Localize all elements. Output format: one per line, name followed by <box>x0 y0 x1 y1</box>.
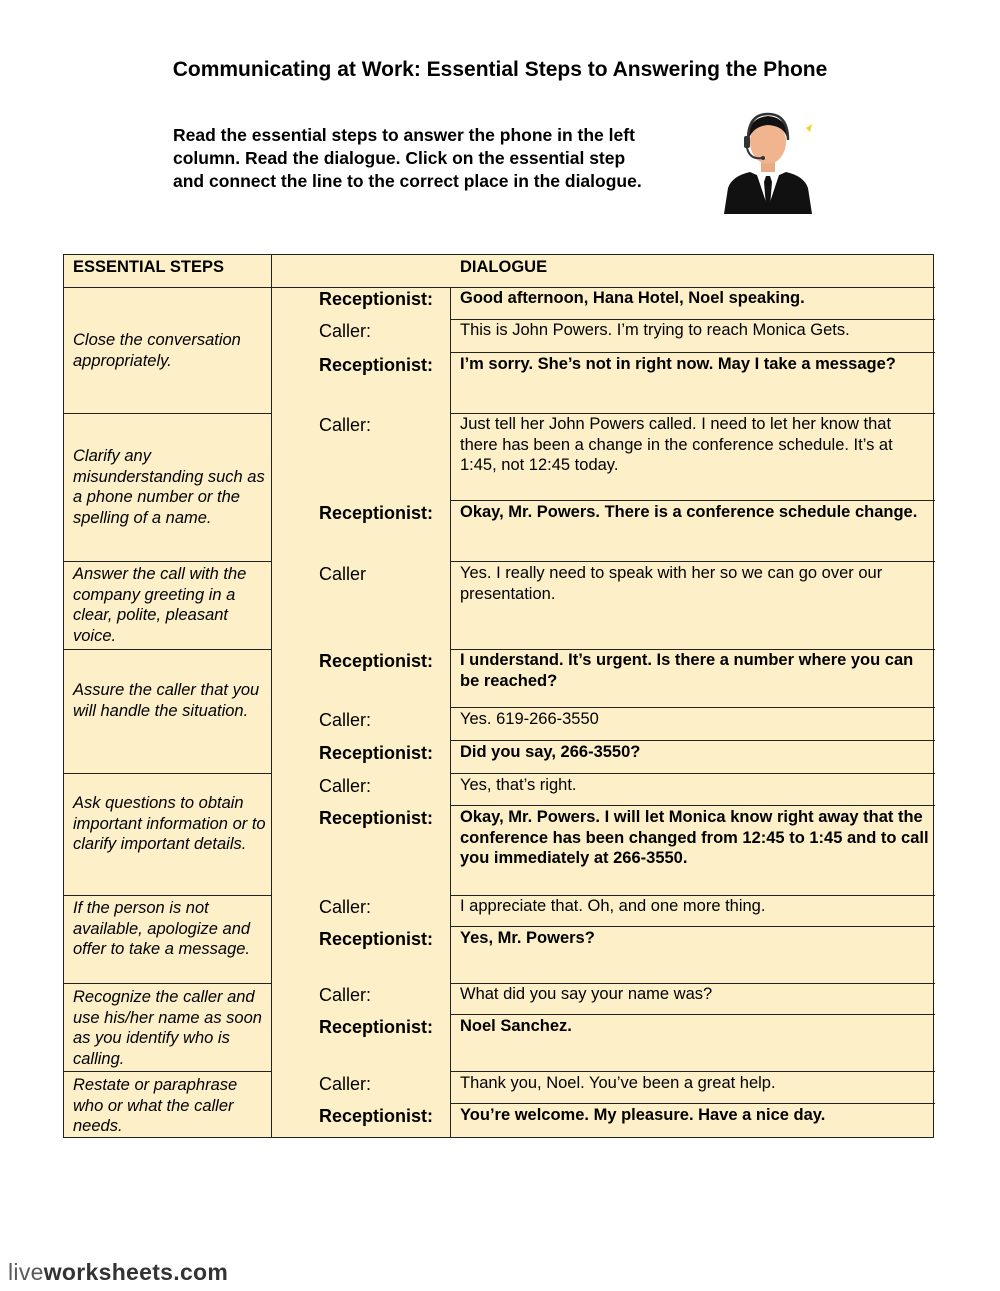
dialogue-line[interactable]: Good afternoon, Hana Hotel, Noel speaking. <box>460 289 805 307</box>
dialogue-line[interactable]: I understand. It’s urgent. Is there a number where you can be reached? <box>460 651 914 690</box>
dialogue-speaker: Receptionist: <box>319 355 434 375</box>
logo-brand: worksheets.com <box>43 1259 229 1285</box>
dialogue-speaker: Caller: <box>319 1074 372 1094</box>
dialogue-line[interactable]: This is John Powers. I’m trying to reach Monica Gets. <box>460 321 850 339</box>
header-essential-steps: ESSENTIAL STEPS <box>73 258 224 276</box>
instructions <box>173 124 713 193</box>
row-divider <box>450 926 935 927</box>
dialogue-speaker: Receptionist: <box>319 651 434 671</box>
dialogue-line[interactable]: What did you say your name was? <box>460 985 713 1003</box>
essential-step[interactable]: Recognize the caller and use his/her name as soon as you identify who is calling. <box>73 988 262 1068</box>
dialogue-speaker: Caller: <box>319 985 372 1005</box>
dialogue-line[interactable]: Yes, that’s right. <box>460 776 577 794</box>
dialogue-speaker: Receptionist: <box>319 1017 434 1037</box>
logo-prefix: live <box>8 1259 44 1285</box>
dialogue-speaker: Caller: <box>319 776 372 796</box>
row-divider <box>64 983 271 984</box>
column-divider <box>450 288 451 1137</box>
dialogue-speaker: Receptionist: <box>319 743 434 763</box>
row-divider <box>450 1103 935 1104</box>
row-divider <box>450 561 935 562</box>
dialogue-line[interactable]: Yes. I really need to speak with her so we can go over our presentation. <box>460 564 883 603</box>
row-divider <box>450 707 935 708</box>
essential-step[interactable]: Answer the call with the company greeting in a clear, polite, pleasant voice. <box>73 565 247 645</box>
dialogue-line[interactable]: Thank you, Noel. You’ve been a great help. <box>460 1074 776 1092</box>
dialogue-line[interactable]: Just tell her John Powers called. I need to let her know that there has been a change in the conference schedule. It’s at 1:45, not 12:45 today. <box>460 415 893 475</box>
dialogue-speaker: Receptionist: <box>319 1106 434 1126</box>
row-divider <box>64 561 271 562</box>
essential-step[interactable]: If the person is not available, apologize and offer to take a message. <box>73 899 251 959</box>
dialogue-line[interactable]: I’m sorry. She’s not in right now. May I take a message? <box>460 355 896 373</box>
essential-step[interactable]: Close the conversation appropriately. <box>73 331 241 370</box>
dialogue-line[interactable]: I appreciate that. Oh, and one more thing. <box>460 897 766 915</box>
header-dialogue: DIALOGUE <box>460 258 548 276</box>
instruction-line: column. Read the dialogue. Click on the essential step <box>173 148 626 168</box>
receptionist-headset-icon <box>718 110 818 214</box>
essential-step[interactable]: Clarify any misunderstanding such as a phone number or the spelling of a name. <box>73 447 265 527</box>
row-divider <box>64 649 271 650</box>
dialogue-line[interactable]: Noel Sanchez. <box>460 1017 572 1035</box>
row-divider <box>450 740 935 741</box>
page-title: Communicating at Work: Essential Steps to Answering the Phone <box>172 58 828 81</box>
row-divider <box>64 895 271 896</box>
dialogue-speaker: Caller: <box>319 710 372 730</box>
row-divider <box>450 352 935 353</box>
dialogue-line[interactable]: You’re welcome. My pleasure. Have a nice day. <box>460 1106 826 1124</box>
column-divider <box>271 255 272 1137</box>
dialogue-line[interactable]: Okay, Mr. Powers. There is a conference schedule change. <box>460 503 918 521</box>
essential-step[interactable]: Restate or paraphrase who or what the caller needs. <box>73 1076 238 1136</box>
dialogue-speaker: Receptionist: <box>319 929 434 949</box>
essential-step[interactable]: Assure the caller that you will handle the situation. <box>73 681 260 720</box>
dialogue-speaker: Receptionist: <box>319 808 434 828</box>
row-divider <box>450 500 935 501</box>
dialogue-speaker: Caller: <box>319 321 372 341</box>
dialogue-speaker: Receptionist: <box>319 289 434 309</box>
dialogue-speaker: Caller: <box>319 897 372 917</box>
instruction-line: Read the essential steps to answer the phone in the left <box>173 125 635 145</box>
row-divider <box>450 805 935 806</box>
row-divider <box>450 773 935 774</box>
row-divider <box>64 773 271 774</box>
dialogue-line[interactable]: Did you say, 266-3550? <box>460 743 641 761</box>
essential-step[interactable]: Ask questions to obtain important information or to clarify important details. <box>73 794 266 854</box>
dialogue-speaker: Receptionist: <box>319 503 434 523</box>
dialogue-speaker: Caller <box>319 564 367 584</box>
row-divider <box>64 413 271 414</box>
dialogue-line[interactable]: Okay, Mr. Powers. I will let Monica know right away that the conference has been changed from 12:45 to 1:45 and to call you immediately at 266-3550. <box>460 808 929 868</box>
instruction-line: and connect the line to the correct place in the dialogue. <box>173 171 642 191</box>
liveworksheets-logo <box>8 1259 228 1286</box>
row-divider <box>450 1071 935 1072</box>
dialogue-line[interactable]: Yes, Mr. Powers? <box>460 929 595 947</box>
steps-dialogue-table <box>63 254 934 1138</box>
dialogue-line[interactable]: Yes. 619-266-3550 <box>460 710 599 728</box>
row-divider <box>64 1071 271 1072</box>
row-divider <box>450 1014 935 1015</box>
dialogue-speaker: Caller: <box>319 415 372 435</box>
